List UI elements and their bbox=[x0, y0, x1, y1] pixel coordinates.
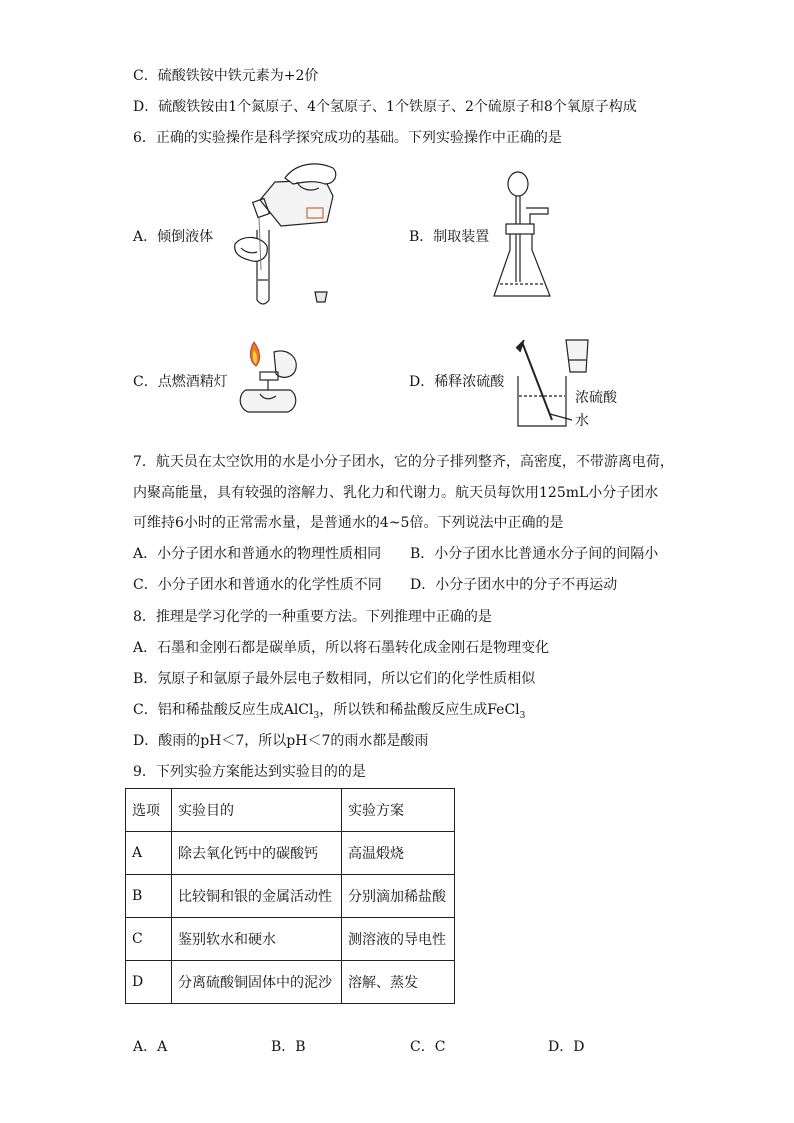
table-cell: 溶解、蒸发 bbox=[342, 961, 455, 1004]
q6-stem: 6．正确的实验操作是科学探究成功的基础。下列实验操作中正确的是 bbox=[133, 130, 562, 146]
q6-option-a: A．倾倒液体 bbox=[133, 229, 214, 245]
q8-option-a: A．石墨和金刚石都是碳单质，所以将石墨转化成金刚石是物理变化 bbox=[133, 640, 550, 656]
q5-option-d: D．硫酸铁铵由1个氮原子、4个氢原子、1个铁原子、2个硫原子和8个氧原子构成 bbox=[133, 99, 637, 115]
acid-label: 浓硫酸 bbox=[575, 390, 617, 406]
pouring-liquid-figure bbox=[215, 160, 345, 310]
table-row bbox=[126, 832, 455, 875]
q8-option-c-sub1: 3 bbox=[313, 710, 320, 721]
q9-option-c: C．C bbox=[410, 1039, 446, 1055]
q8-option-d: D．酸雨的pH＜7，所以pH＜7的雨水都是酸雨 bbox=[133, 733, 429, 749]
table-cell: 高温煅烧 bbox=[342, 832, 455, 875]
q7-option-b: B．小分子团水比普通水分子间的间隔小 bbox=[410, 546, 659, 562]
table-cell: C bbox=[126, 918, 172, 961]
table-header-cell: 实验方案 bbox=[342, 789, 455, 832]
q8-option-c-mid: ，所以铁和稀盐酸反应生成FeCl bbox=[319, 702, 520, 718]
q8-option-c-sub2: 3 bbox=[519, 710, 526, 721]
q7-option-d: D．小分子团水中的分子不再运动 bbox=[410, 577, 618, 593]
q6-option-c: C．点燃酒精灯 bbox=[133, 374, 228, 390]
table-cell: 分别滴加稀盐酸 bbox=[342, 875, 455, 918]
q9-stem: 9．下列实验方案能达到实验目的的是 bbox=[133, 764, 366, 780]
q7-stem-line1: 7．航天员在太空饮用的水是小分子团水，它的分子排列整齐，高密度，不带游离电荷， bbox=[133, 454, 674, 470]
q8-option-c bbox=[133, 700, 525, 726]
alcohol-lamp-figure bbox=[230, 338, 310, 418]
q6-option-b: B．制取装置 bbox=[409, 229, 490, 245]
table-cell: B bbox=[126, 875, 172, 918]
q7-stem-line3: 可维持6小时的正常需水量，是普通水的4~5倍。下列说法中正确的是 bbox=[133, 515, 564, 531]
q5-option-c: C．硫酸铁铵中铁元素为+2价 bbox=[133, 68, 319, 84]
table-header-cell: 实验目的 bbox=[172, 789, 342, 832]
q9-option-d: D．D bbox=[548, 1039, 585, 1055]
table-cell: A bbox=[126, 832, 172, 875]
flask-apparatus-figure bbox=[490, 172, 580, 302]
table-header-cell: 选项 bbox=[126, 789, 172, 832]
q7-stem-line2: 内聚高能量，具有较强的溶解力、乳化力和代谢力。航天员每饮用125mL小分子团水 bbox=[133, 485, 659, 501]
q8-option-c-pre: C．铝和稀盐酸反应生成AlCl bbox=[133, 702, 314, 718]
q6-option-d: D．稀释浓硫酸 bbox=[409, 374, 505, 390]
table-cell: 测溶液的导电性 bbox=[342, 918, 455, 961]
table-row bbox=[126, 875, 455, 918]
table-row bbox=[126, 961, 455, 1004]
table-cell: 鉴别软水和硬水 bbox=[172, 918, 342, 961]
q9-option-a: A．A bbox=[133, 1039, 168, 1055]
table-cell: D bbox=[126, 961, 172, 1004]
q7-option-c: C．小分子团水和普通水的化学性质不同 bbox=[133, 577, 382, 593]
q8-stem: 8．推理是学习化学的一种重要方法。下列推理中正确的是 bbox=[133, 609, 492, 625]
table-cell: 比较铜和银的金属活动性 bbox=[172, 875, 342, 918]
q8-option-b: B．氖原子和氩原子最外层电子数相同，所以它们的化学性质相似 bbox=[133, 671, 536, 687]
table-cell: 除去氧化钙中的碳酸钙 bbox=[172, 832, 342, 875]
q7-option-a: A．小分子团水和普通水的物理性质相同 bbox=[133, 546, 382, 562]
table-row bbox=[126, 918, 455, 961]
table-header-row bbox=[126, 789, 455, 832]
water-label: 水 bbox=[575, 413, 589, 429]
q9-table bbox=[125, 788, 455, 1004]
table-cell: 分离硫酸铜固体中的泥沙 bbox=[172, 961, 342, 1004]
q9-option-b: B．B bbox=[271, 1039, 306, 1055]
